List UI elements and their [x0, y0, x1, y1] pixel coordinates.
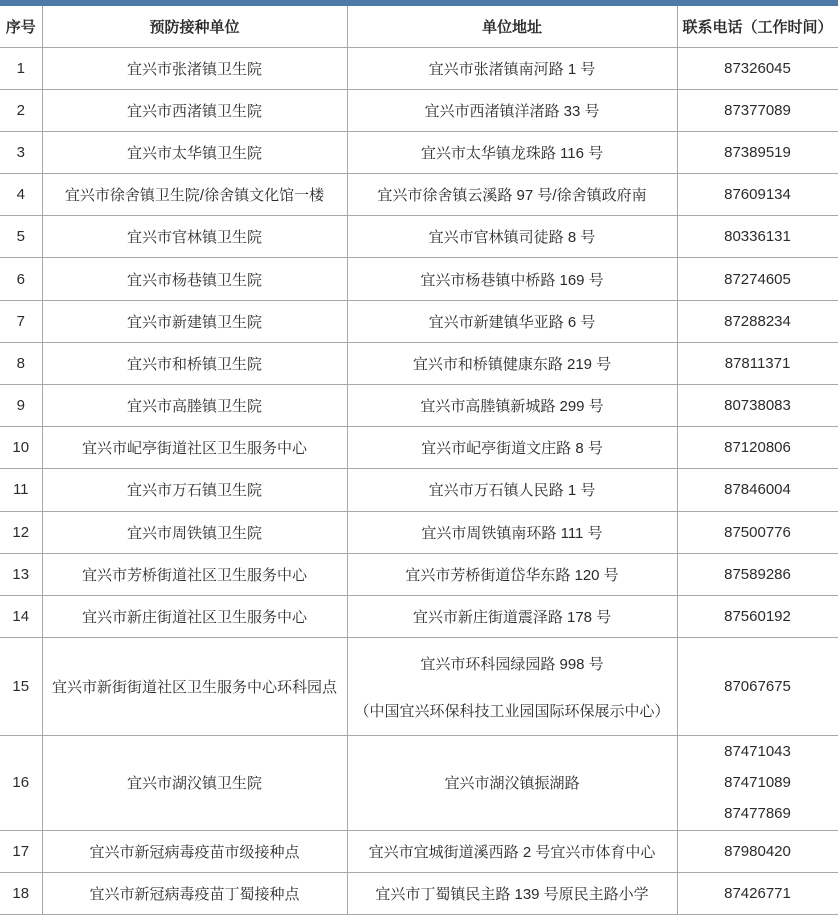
table-row [0, 131, 838, 173]
phone-line: 80738083 [724, 397, 791, 415]
address-cell [347, 300, 677, 342]
serial-cell: 9 [0, 385, 42, 427]
table-row [0, 735, 838, 830]
phone-cell [677, 830, 838, 872]
address-cell [347, 174, 677, 216]
address-cell [347, 469, 677, 511]
phone-line: 87811371 [724, 354, 791, 372]
address-cell [347, 47, 677, 89]
unit-cell: 宜兴市芳桥街道社区卫生服务中心 [42, 553, 347, 595]
phone-line: 87471089 [724, 774, 791, 792]
phone-line: 80336131 [724, 228, 791, 246]
phone-cell [677, 735, 838, 830]
unit-cell: 宜兴市新建镇卫生院 [42, 300, 347, 342]
address-line: 宜兴市芳桥街道岱华东路 120 号 [405, 566, 619, 584]
phone-cell [677, 638, 838, 736]
phone-cell [677, 553, 838, 595]
unit-cell: 宜兴市万石镇卫生院 [42, 469, 347, 511]
header-serial: 序号 [0, 6, 42, 47]
serial-cell: 14 [0, 595, 42, 637]
header-unit: 预防接种单位 [42, 6, 347, 47]
phone-line: 87067675 [724, 678, 791, 695]
phone-cell [677, 427, 838, 469]
address-line: 宜兴市张渚镇南河路 1 号 [428, 60, 596, 78]
phone-cell [677, 174, 838, 216]
phone-line: 87846004 [724, 481, 791, 499]
address-line: 宜兴市屺亭街道文庄路 8 号 [421, 440, 603, 458]
table-row [0, 595, 838, 637]
phone-line: 87120806 [724, 439, 791, 457]
phone-cell [677, 89, 838, 131]
phone-line: 87980420 [724, 842, 791, 860]
address-cell [347, 595, 677, 637]
unit-cell: 宜兴市新庄街道社区卫生服务中心 [42, 595, 347, 637]
phone-line: 87326045 [724, 59, 791, 77]
serial-cell: 10 [0, 427, 42, 469]
unit-cell: 宜兴市和桥镇卫生院 [42, 342, 347, 384]
phone-cell [677, 300, 838, 342]
serial-cell: 16 [0, 735, 42, 830]
address-cell [347, 89, 677, 131]
table-body [0, 47, 838, 915]
phone-line: 87477869 [724, 805, 791, 823]
unit-cell: 宜兴市新街街道社区卫生服务中心环科园点 [42, 638, 347, 736]
serial-cell: 6 [0, 258, 42, 300]
phone-cell [677, 258, 838, 300]
serial-cell: 7 [0, 300, 42, 342]
phone-cell [677, 511, 838, 553]
phone-line: 87471043 [724, 743, 791, 761]
serial-cell: 17 [0, 830, 42, 872]
serial-cell: 12 [0, 511, 42, 553]
header-address: 单位地址 [347, 6, 677, 47]
serial-cell: 11 [0, 469, 42, 511]
unit-cell: 宜兴市官林镇卫生院 [42, 216, 347, 258]
phone-line: 87500776 [724, 523, 791, 541]
table-row [0, 174, 838, 216]
unit-cell: 宜兴市新冠病毒疫苗丁蜀接种点 [42, 872, 347, 914]
phone-cell [677, 385, 838, 427]
phone-line: 87389519 [724, 143, 791, 161]
phone-cell [677, 872, 838, 914]
phone-line: 87589286 [724, 565, 791, 583]
address-cell [347, 735, 677, 830]
phone-line: 87426771 [724, 884, 791, 902]
address-cell [347, 553, 677, 595]
table-row [0, 216, 838, 258]
phone-line: 87609134 [724, 186, 791, 204]
unit-cell: 宜兴市杨巷镇卫生院 [42, 258, 347, 300]
address-cell [347, 342, 677, 384]
table-row [0, 342, 838, 384]
table-row [0, 511, 838, 553]
address-cell [347, 830, 677, 872]
serial-cell: 13 [0, 553, 42, 595]
serial-cell: 5 [0, 216, 42, 258]
header-phone: 联系电话（工作时间） [677, 6, 838, 47]
address-cell [347, 427, 677, 469]
table-header [0, 6, 838, 47]
phone-cell [677, 47, 838, 89]
table-row [0, 89, 838, 131]
address-cell [347, 258, 677, 300]
serial-cell: 3 [0, 131, 42, 173]
unit-cell: 宜兴市西渚镇卫生院 [42, 89, 347, 131]
address-line: 宜兴市湖㳇镇振湖路 [444, 775, 580, 793]
table-row [0, 47, 838, 89]
table-row [0, 872, 838, 914]
phone-line: 87288234 [724, 312, 791, 330]
address-line: 宜兴市太华镇龙珠路 116 号 [420, 144, 604, 162]
table-row [0, 638, 838, 736]
address-line: 宜兴市丁蜀镇民主路 139 号原民主路小学 [375, 885, 649, 903]
address-cell [347, 216, 677, 258]
unit-cell: 宜兴市高塍镇卫生院 [42, 385, 347, 427]
address-cell [347, 511, 677, 553]
address-line: 宜兴市徐舍镇云溪路 97 号/徐舍镇政府南 [377, 187, 647, 205]
table-row [0, 300, 838, 342]
phone-line: 87274605 [724, 270, 791, 288]
table-row [0, 385, 838, 427]
unit-cell: 宜兴市周铁镇卫生院 [42, 511, 347, 553]
address-line: 宜兴市周铁镇南环路 111 号 [421, 524, 603, 542]
serial-cell: 18 [0, 872, 42, 914]
unit-cell: 宜兴市太华镇卫生院 [42, 131, 347, 173]
vaccination-sites-table [0, 6, 838, 915]
address-line: 宜兴市西渚镇洋渚路 33 号 [424, 102, 600, 120]
address-cell [347, 131, 677, 173]
unit-cell: 宜兴市新冠病毒疫苗市级接种点 [42, 830, 347, 872]
serial-cell: 2 [0, 89, 42, 131]
table-row [0, 427, 838, 469]
phone-cell [677, 595, 838, 637]
address-line: 宜兴市官林镇司徒路 8 号 [428, 229, 596, 247]
address-line: 宜兴市新建镇华亚路 6 号 [428, 313, 596, 331]
address-line: 宜兴市万石镇人民路 1 号 [428, 482, 596, 500]
address-line: 宜兴市杨巷镇中桥路 169 号 [420, 271, 604, 289]
address-cell [347, 638, 677, 736]
serial-cell: 8 [0, 342, 42, 384]
header-row [0, 6, 838, 47]
table-row [0, 553, 838, 595]
phone-cell [677, 342, 838, 384]
table-row [0, 830, 838, 872]
address-line: （中国宜兴环保科技工业园国际环保展示中心） [354, 702, 670, 720]
address-line: 宜兴市新庄街道震泽路 178 号 [412, 609, 612, 627]
serial-cell: 1 [0, 47, 42, 89]
phone-cell [677, 469, 838, 511]
address-line: 宜兴市宜城街道溪西路 2 号宜兴市体育中心 [368, 843, 656, 861]
unit-cell: 宜兴市湖㳇镇卫生院 [42, 735, 347, 830]
phone-line: 87560192 [724, 608, 791, 626]
address-line: 宜兴市和桥镇健康东路 219 号 [412, 355, 612, 373]
serial-cell: 4 [0, 174, 42, 216]
phone-cell [677, 131, 838, 173]
serial-cell: 15 [0, 638, 42, 736]
phone-line: 87377089 [724, 101, 791, 119]
phone-cell [677, 216, 838, 258]
address-line: 宜兴市高塍镇新城路 299 号 [420, 398, 604, 416]
address-cell [347, 872, 677, 914]
address-cell [347, 385, 677, 427]
address-line: 宜兴市环科园绿园路 998 号 [420, 655, 604, 673]
unit-cell: 宜兴市张渚镇卫生院 [42, 47, 347, 89]
unit-cell: 宜兴市屺亭街道社区卫生服务中心 [42, 427, 347, 469]
table-row [0, 258, 838, 300]
table-row [0, 469, 838, 511]
unit-cell: 宜兴市徐舍镇卫生院/徐舍镇文化馆一楼 [42, 174, 347, 216]
